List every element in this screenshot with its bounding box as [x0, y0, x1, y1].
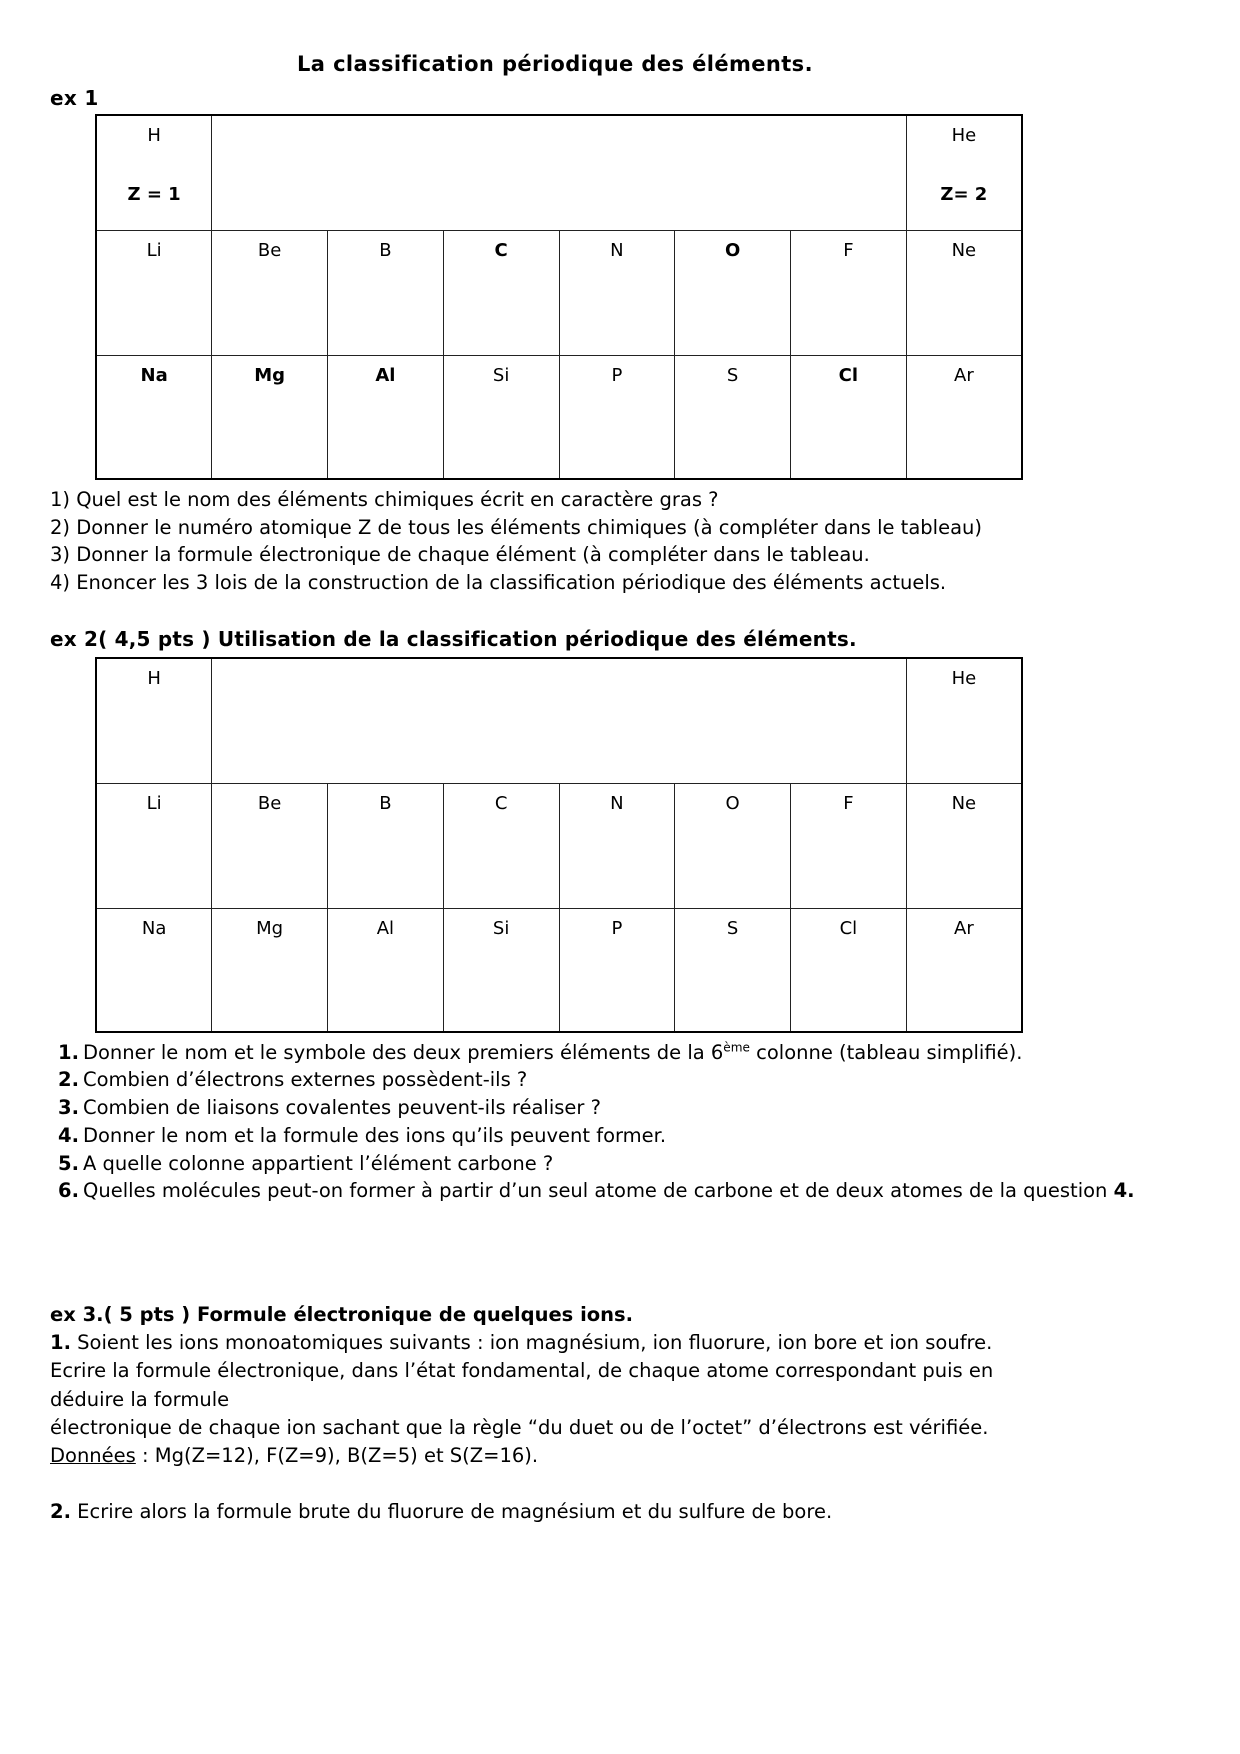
element-cell-b[interactable]	[328, 231, 444, 356]
question-number: 5.	[58, 1151, 79, 1175]
element-cell-c[interactable]	[443, 231, 559, 356]
element-symbol: C	[494, 240, 508, 261]
element-symbol: P	[611, 365, 623, 386]
element-cell-mg[interactable]	[212, 908, 328, 1032]
element-symbol: Na	[140, 365, 168, 386]
element-cell-si[interactable]	[443, 908, 559, 1032]
list-item	[58, 1177, 1240, 1205]
element-symbol: F	[843, 792, 854, 814]
element-symbol: Ne	[951, 792, 977, 814]
list-item: 3) Donner la formule électronique de chaque élément (à compléter dans le tableau.	[50, 543, 870, 567]
exercise-3-question-1-line2: Ecrire la formule électronique, dans l’état fondamental, de chaque atome correspondant puis en déduire la formule	[50, 1359, 994, 1411]
element-symbol: Mg	[254, 365, 286, 386]
element-cell-na[interactable]	[96, 356, 212, 480]
element-symbol: P	[611, 917, 623, 939]
element-cell-cl[interactable]	[791, 908, 907, 1032]
element-symbol: He	[951, 667, 977, 689]
list-item: 1) Quel est le nom des éléments chimiques écrit en caractère gras ?	[50, 488, 719, 511]
element-cell-he[interactable]	[906, 658, 1022, 784]
element-symbol: Li	[146, 792, 162, 814]
element-cell-b[interactable]	[328, 783, 444, 908]
question-number: 6.	[58, 1179, 79, 1203]
data-label: Données	[50, 1444, 136, 1468]
element-symbol: Si	[492, 917, 510, 939]
element-symbol: S	[726, 365, 739, 386]
element-symbol: Ar	[954, 365, 974, 386]
element-symbol: Mg	[256, 917, 284, 939]
element-cell-c[interactable]	[443, 783, 559, 908]
data-values: : Mg(Z=12), F(Z=9), B(Z=5) et S(Z=16).	[135, 1444, 539, 1468]
element-cell-li[interactable]	[96, 783, 212, 908]
element-cell-empty-span[interactable]	[212, 115, 907, 231]
element-symbol: O	[725, 792, 740, 814]
element-symbol: Be	[257, 240, 282, 261]
element-cell-s[interactable]	[675, 356, 791, 480]
question-text: Combien de liaisons covalentes peuvent-ils réaliser ?	[82, 1096, 601, 1120]
list-item	[58, 1066, 1240, 1094]
ordinal-suffix: ème	[723, 1040, 750, 1055]
question-text: A quelle colonne appartient l’élément carbone ?	[82, 1151, 554, 1175]
question-text: Soient les ions monoatomiques suivants : ion magnésium, ion fluorure, ion bore et ion soufre.	[70, 1331, 993, 1355]
list-item	[58, 1094, 1240, 1122]
element-symbol: Be	[257, 792, 282, 814]
element-cell-li[interactable]	[96, 231, 212, 356]
element-symbol: Ar	[954, 917, 974, 939]
element-cell-ar[interactable]	[906, 356, 1022, 480]
question-text: Ecrire alors la formule brute du fluorure de magnésium et du sulfure de bore.	[70, 1500, 833, 1524]
question-text: Donner le nom et la formule des ions qu’ils peuvent former.	[82, 1123, 667, 1147]
element-cell-cl[interactable]	[791, 356, 907, 480]
exercise-3-heading: ex 3.( 5 pts ) Formule électronique de quelques ions.	[50, 1302, 634, 1326]
element-cell-si[interactable]	[443, 356, 559, 480]
periodic-table-1	[95, 114, 1023, 480]
page-title: La classification périodique des éléments.	[297, 52, 813, 76]
element-z-value: Z= 2	[940, 183, 988, 205]
element-symbol: C	[494, 792, 508, 814]
exercise-2-table-wrap	[95, 657, 1023, 1033]
element-symbol: O	[724, 240, 741, 261]
element-symbol: Na	[141, 917, 167, 939]
element-cell-ne[interactable]	[906, 783, 1022, 908]
element-cell-o[interactable]	[675, 783, 791, 908]
question-number: 2.	[58, 1068, 79, 1092]
element-cell-ne[interactable]	[906, 231, 1022, 356]
table-row	[96, 658, 1022, 784]
table-row	[96, 115, 1022, 231]
element-cell-f[interactable]	[791, 231, 907, 356]
element-symbol: N	[610, 792, 624, 814]
element-symbol: Ne	[951, 240, 977, 261]
element-cell-h[interactable]	[96, 658, 212, 784]
element-cell-he[interactable]	[906, 115, 1022, 231]
element-cell-al[interactable]	[328, 356, 444, 480]
element-symbol: Cl	[838, 365, 859, 386]
element-cell-f[interactable]	[791, 783, 907, 908]
element-symbol: H	[147, 667, 161, 689]
question-number: 1.	[50, 1331, 71, 1355]
element-cell-n[interactable]	[559, 783, 675, 908]
table-row	[96, 231, 1022, 356]
list-item	[58, 1122, 1240, 1150]
exercise-1-table-wrap	[95, 114, 1023, 480]
exercise-3-question-2	[50, 1498, 1060, 1526]
element-symbol: H	[147, 125, 161, 146]
element-cell-p[interactable]	[559, 356, 675, 480]
question-text: Donner le nom et le symbole des deux premiers éléments de la 6	[82, 1040, 724, 1064]
element-symbol: Li	[146, 240, 162, 261]
question-text-tail: colonne (tableau simplifié).	[749, 1040, 1023, 1064]
element-symbol: S	[726, 917, 739, 939]
list-item: 2) Donner le numéro atomique Z de tous les éléments chimiques (à compléter dans le tableau)	[50, 515, 982, 539]
exercise-3-data-line	[50, 1442, 1060, 1470]
element-symbol: B	[379, 792, 392, 814]
element-symbol: N	[610, 240, 624, 261]
list-item: 4) Enoncer les 3 lois de la construction de la classification périodique des éléments actuels.	[50, 571, 947, 595]
element-cell-be[interactable]	[212, 231, 328, 356]
table-row	[96, 908, 1022, 1032]
exercise-3-block	[0, 1301, 1240, 1527]
element-cell-na[interactable]	[96, 908, 212, 1032]
table-row	[96, 356, 1022, 480]
element-cell-ar[interactable]	[906, 908, 1022, 1032]
element-z-value: Z = 1	[127, 183, 181, 205]
question-number: 4.	[58, 1123, 79, 1147]
element-cell-o[interactable]	[675, 231, 791, 356]
element-symbol: Si	[492, 365, 510, 386]
element-cell-be[interactable]	[212, 783, 328, 908]
exercise-3-question-1-line3: électronique de chaque ion sachant que la règle “du duet ou de l’octet” d’électrons est vérifiée.	[50, 1415, 989, 1439]
element-cell-mg[interactable]	[212, 356, 328, 480]
element-symbol: Al	[376, 917, 395, 939]
exercise-1-question-list	[0, 486, 1240, 597]
exercise-1-label: ex 1	[50, 86, 99, 110]
question-text: Combien d’électrons externes possèdent-ils ?	[82, 1068, 528, 1092]
exercise-2-heading: ex 2( 4,5 pts ) Utilisation de la classification périodique des éléments.	[50, 626, 857, 651]
question-text: Quelles molécules peut-on former à partir d’un seul atome de carbone et de deux atomes de la question	[82, 1179, 1114, 1203]
list-item	[58, 1150, 1240, 1178]
question-number: 1.	[58, 1040, 79, 1064]
element-cell-al[interactable]	[328, 908, 444, 1032]
element-symbol: B	[379, 240, 392, 261]
element-cell-s[interactable]	[675, 908, 791, 1032]
question-number: 3.	[58, 1096, 79, 1120]
question-text-tail: 4.	[1113, 1179, 1135, 1203]
exercise-3-question-1	[50, 1329, 1060, 1357]
table-row	[96, 783, 1022, 908]
element-symbol: F	[843, 240, 854, 261]
list-item	[58, 1039, 1240, 1067]
element-cell-empty-span[interactable]	[212, 658, 907, 784]
element-cell-n[interactable]	[559, 231, 675, 356]
periodic-table-2	[95, 657, 1023, 1033]
question-number: 2.	[50, 1500, 71, 1524]
element-symbol: Cl	[839, 917, 858, 939]
element-symbol: He	[951, 125, 977, 146]
element-symbol: Al	[375, 365, 396, 386]
element-cell-p[interactable]	[559, 908, 675, 1032]
element-cell-h[interactable]	[96, 115, 212, 231]
exercise-2-question-list	[0, 1039, 1240, 1205]
